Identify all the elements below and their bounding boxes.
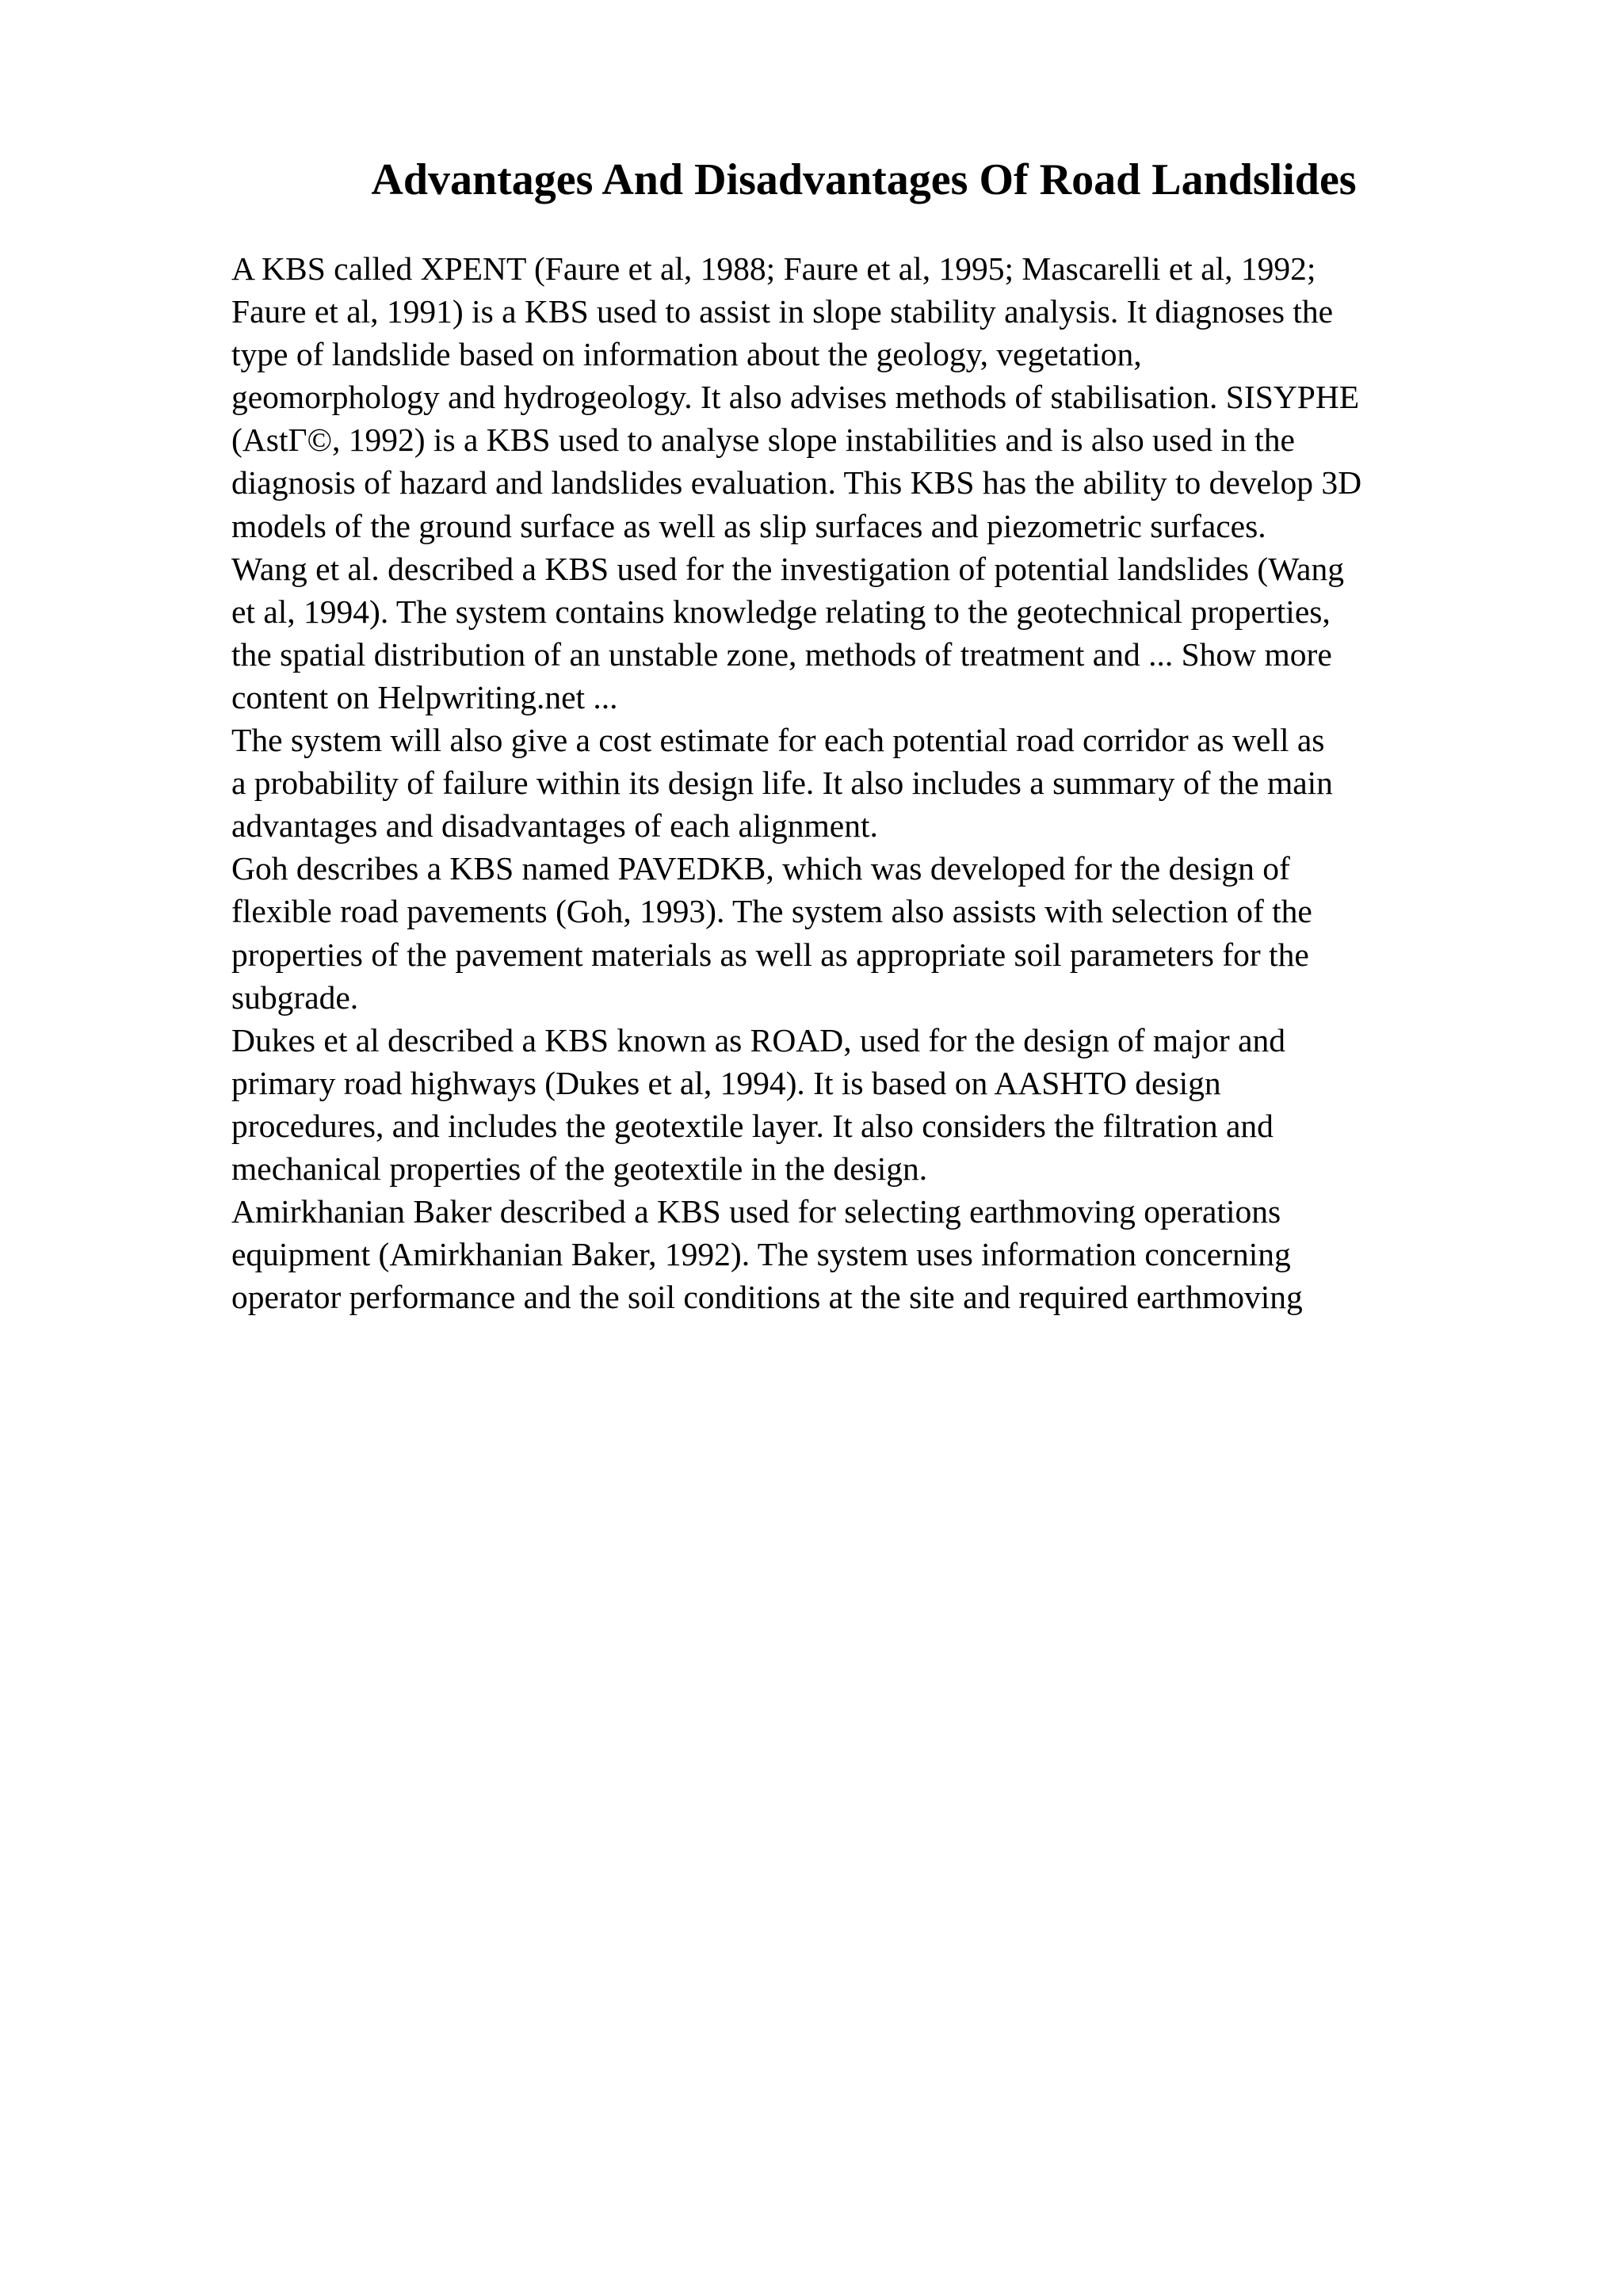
body-line: Wang et al. described a KBS used for the investigation of potential landslides (Wang bbox=[231, 550, 1344, 587]
body-line: subgrade. bbox=[231, 978, 359, 1016]
document-body bbox=[231, 247, 1594, 1318]
body-line: A KBS called XPENT (Faure et al, 1988; Faure et al, 1995; Mascarelli et al, 1992; bbox=[231, 250, 1316, 287]
body-line: Goh describes a KBS named PAVEDKB, which was developed for the design of bbox=[231, 850, 1290, 887]
body-line: geomorphology and hydrogeology. It also advises methods of stabilisation. SISYPHE bbox=[231, 379, 1360, 416]
body-line: properties of the pavement materials as well as appropriate soil parameters for the bbox=[231, 936, 1309, 973]
body-line: (AstΓ©, 1992) is a KBS used to analyse slope instabilities and is also used in the bbox=[231, 421, 1295, 459]
body-line: equipment (Amirkhanian Baker, 1992). The system uses information concerning bbox=[231, 1236, 1291, 1273]
body-line: mechanical properties of the geotextile in the design. bbox=[231, 1150, 928, 1187]
body-line: procedures, and includes the geotextile layer. It also considers the filtration and bbox=[231, 1107, 1274, 1144]
body-line: Amirkhanian Baker described a KBS used for selecting earthmoving operations bbox=[231, 1193, 1281, 1230]
body-line: operator performance and the soil conditions at the site and required earthmoving bbox=[231, 1279, 1303, 1316]
body-line: content on Helpwriting.net ... bbox=[231, 678, 618, 715]
body-line: Dukes et al described a KBS known as ROAD, used for the design of major and bbox=[231, 1021, 1286, 1058]
body-line: type of landslide based on information about the geology, vegetation, bbox=[231, 336, 1142, 373]
body-line: Faure et al, 1991) is a KBS used to assist in slope stability analysis. It diagnoses the bbox=[231, 293, 1334, 330]
body-line: flexible road pavements (Goh, 1993). The system also assists with selection of the bbox=[231, 893, 1312, 930]
body-line: models of the ground surface as well as slip surfaces and piezometric surfaces. bbox=[231, 507, 1266, 544]
body-line: advantages and disadvantages of each alignment. bbox=[231, 807, 878, 845]
body-line: a probability of failure within its design life. It also includes a summary of the main bbox=[231, 765, 1333, 802]
body-line: diagnosis of hazard and landslides evaluation. This KBS has the ability to develop 3D bbox=[231, 464, 1362, 502]
body-line: the spatial distribution of an unstable zone, methods of treatment and ... Show more bbox=[231, 635, 1332, 673]
body-line: et al, 1994). The system contains knowledge relating to the geotechnical properties, bbox=[231, 593, 1331, 630]
document-title: Advantages And Disadvantages Of Road Landslides bbox=[371, 155, 1357, 204]
body-line: The system will also give a cost estimate for each potential road corridor as well as bbox=[231, 722, 1325, 759]
body-line: primary road highways (Dukes et al, 1994). It is based on AASHTO design bbox=[231, 1064, 1221, 1101]
